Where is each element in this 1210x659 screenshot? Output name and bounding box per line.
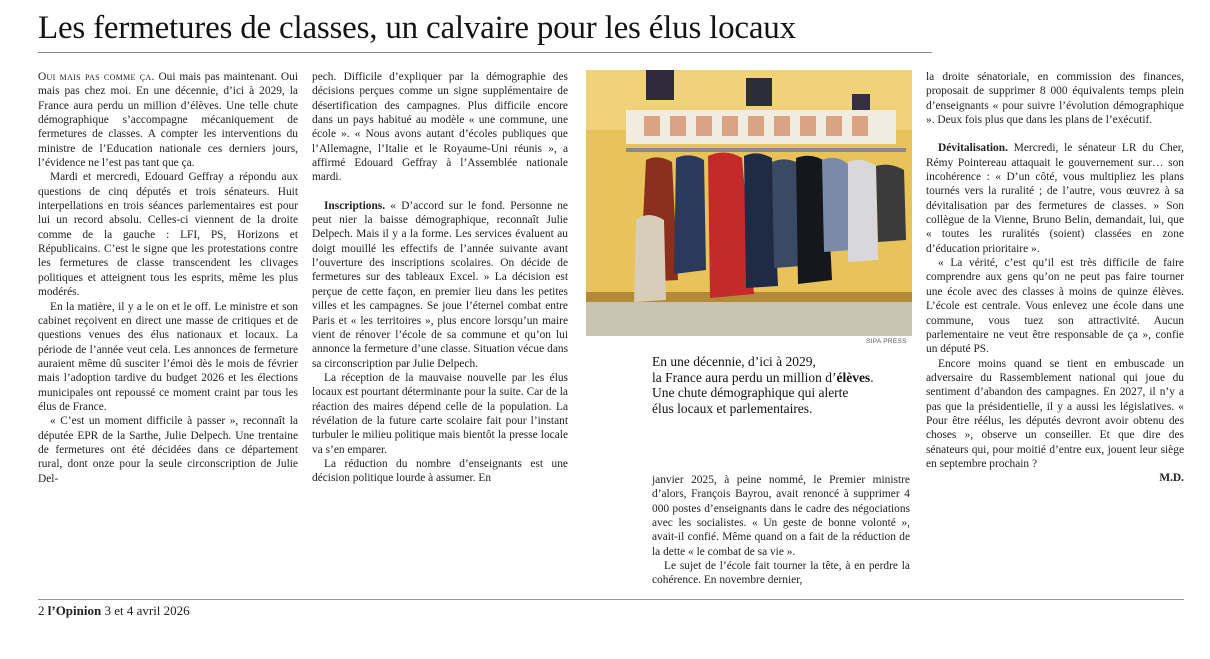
paragraph: « C’est un moment difficile à passer », reconnaît la députée EPR de la Sarthe, Julie Delpech. Une trentaine de fermetures ont été décidées dans ce département rural, dont onze pour la seule circonscription de Julie Del- [38, 415, 298, 485]
author-signature: M.D. [1159, 472, 1184, 485]
paragraph: Mardi et mercredi, Edouard Geffray a répondu aux questions de cinq députés et trois sénateurs. Huit interpellations en trois séances parlementaires est pour lui un record absolu. Celles-ci viennent de la droite comme de la gauche : LFI, PS, Horizons et Républicains. C’est le signe que les protestations contre les fermetures de classe transcendent les clivages politiques et atteignent tous les esprits, même les plus modérés. [38, 171, 298, 299]
caption-line [652, 370, 922, 386]
paragraph [312, 199, 568, 371]
paragraph-text: Oui mais pas maintenant. Oui mais pas chez moi. En une décennie, d’ici à 2029, la France aura perdu un million d’élèves. Une telle chute démographique s’accompagne mécaniquement de fermetures de classes. A compter les interventions du ministre de l’Education nationale ces derniers jours, l’évidence ne l’est pas tant que ça. [38, 71, 299, 170]
paragraph: « La vérité, c’est qu’il est très difficile de faire comprendre aux gens qu’on ne peut pas faire tourner une école avec des classes à moins de quinze élèves. L’école est centrale. Vous enlevez une école dans une commune, vous tuez son attractivité. Aucun parlementaire ne veut être responsable de ça », confie un député PS. [926, 257, 1184, 356]
headline: Les fermetures de classes, un calvaire pour les élus locaux [38, 10, 796, 46]
paragraph: Encore moins quand se tient en embuscade un adversaire du Rassemblement national qui joue du sentiment d’abandon des campagnes. En 2027, il n’y a pas que la présidentielle, il y a aussi les législatives. « Pour être réélus, les députés devront avoir obtenu des choses », observe un conseiller. Et que dire des sénateurs qui, pour moitié d’entre eux, jouent leur siège en septembre prochain ? [926, 357, 1184, 470]
paragraph-text: Mercredi, le sénateur LR du Cher, Rémy Pointereau attaquait le gouvernement sur… son incohérence : « D’un côté, vous multipliez les plans tournés vers la ruralité ; de l’autre, vous œuvrez à sa dévitalisation par des fermetures de classes. » Son collègue de la Vienne, Bruno Belin, demandait, lui, que « toutes les ruralités (soient) classées en zone d’éducation prioritaire ». [926, 142, 1184, 255]
page-number: 2 [38, 603, 45, 618]
article-column-2 [312, 70, 568, 486]
paragraph: pech. Difficile d’expliquer par la démographie des décisions perçues comme un signe supplémentaire de désertification des campagnes. Plus difficile encore dans un pays habitué au modèle « une commune, une école ». « Nous avons autant d’écoles publiques que l’Allemagne, l’Italie et le Royaume-Uni réunis », a affirmé Edouard Geffray à l’Assemblée nationale mardi. [312, 71, 568, 184]
photo-credit: SIPA PRESS [866, 338, 907, 345]
article-column-1 [38, 70, 298, 486]
caption-text: la France aura perdu un million d’ [652, 369, 837, 385]
caption-line: Une chute démographique qui alerte [652, 385, 849, 400]
subheading-inscriptions: Inscriptions. [324, 199, 386, 212]
paragraph: La réception de la mauvaise nouvelle par les élus locaux est pourtant déterminante pour la suite. Car de la réaction des maires dépend celle de la population. La révélation de la future carte scolaire fait pour l’instant turbuler le milieu politique mais bientôt la presse locale va s’en emparer. [312, 371, 568, 456]
article-column-3 [652, 473, 910, 588]
paragraph [38, 70, 298, 170]
publication-name: l’Opinion [47, 603, 102, 618]
paragraph: La réduction du nombre d’enseignants est une décision politique lourde à assumer. En [312, 457, 568, 485]
caption-text: . [870, 369, 874, 385]
paragraph: En la matière, il y a le on et le off. Le ministre et son cabinet reçoivent en direct une masse de critiques et de questions venues des élus nationaux et locaux. La période de l’année veut cela. Les annonces de fermeture auraient même dû susciter l’émoi dès le mois de février mais l’adoption tardive du budget 2026 et les élections municipales ont repoussé ce moment craint par tous les élus de France. [38, 300, 298, 413]
headline-rule [38, 52, 932, 53]
lead-in: Oui mais pas comme ça. [38, 71, 155, 83]
article-column-4 [926, 70, 1184, 486]
photo-caption [652, 354, 922, 416]
paragraph: la droite sénatoriale, en commission des finances, proposait de supprimer 8 000 équivalents temps plein d’enseignants « pour suivre l’évolution démographique ». Deux fois plus que dans les plans de l’exécutif. [926, 71, 1184, 127]
classroom-photo [586, 70, 912, 336]
footer-rule [38, 599, 1184, 600]
caption-line: élus locaux et parlementaires. [652, 400, 813, 416]
paragraph-text: « D’accord sur le fond. Personne ne peut nier la baisse démographique, reconnaît Julie Delpech. Mais il y a la forme. Les services évaluent au doigt mouillé les effectifs de l’année suivante avant l’ouverture des inscriptions scolaires. On décide de fermetures sur des tableaux Excel. » La décision est perçue de cette façon, en premier lieu dans les petites villes et les campagnes. Se joue l’éternel combat entre Paris et « les territoires », plus encore lorsqu’un maire vient de rénover l’école de sa commune et qu’on lui annonce la fermeture d’une classe. Situation vécue dans sa circonscription par Julie Delpech. [312, 199, 568, 370]
subheading-devitalisation: Dévitalisation. [938, 142, 1008, 155]
caption-bold: élèves [836, 369, 871, 385]
caption-line: En une décennie, d’ici à 2029, [652, 354, 816, 369]
paragraph: janvier 2025, à peine nommé, le Premier ministre d’alors, François Bayrou, avait renoncé à supprimer 4 000 postes d’enseignants dans le cadre des négociations avec les socialistes. « Un geste de bonne volonté », avait-il confié. Même quand on a fait de la réduction de la dette « le combat de sa vie ». [652, 474, 910, 558]
paragraph: Le sujet de l’école fait tourner la tête, à en perdre la cohérence. En novembre dernier, [652, 560, 910, 587]
page-folio [38, 603, 190, 619]
paragraph [926, 141, 1184, 256]
issue-date: 3 et 4 avril 2026 [104, 603, 190, 618]
